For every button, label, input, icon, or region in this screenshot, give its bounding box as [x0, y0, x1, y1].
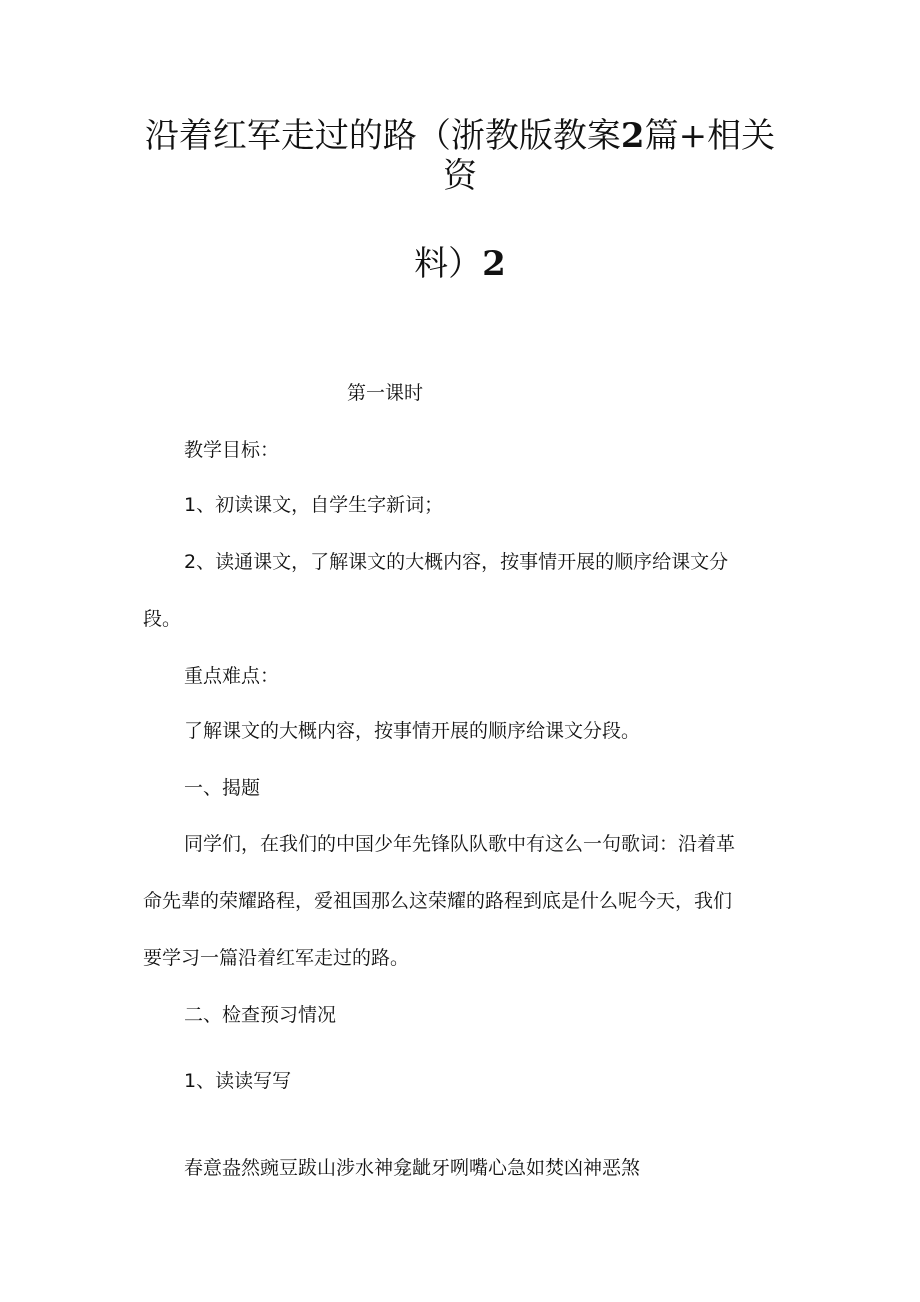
goal-item-2-continued: 段。: [143, 608, 182, 630]
section-heading-2: 二、检查预习情况: [184, 1004, 337, 1026]
title-text-2: 篇+相关: [644, 116, 776, 156]
subsection-heading: 1、读读写写: [184, 1070, 292, 1092]
title-number-2: 2: [482, 244, 506, 284]
title-text-1: 沿着红军走过的路（浙教版教案: [144, 116, 621, 156]
paragraph-line-1: 同学们，在我们的中国少年先锋队队歌中有这么一句歌词：沿着革: [184, 833, 736, 855]
document-title-line-1: [0, 116, 920, 156]
section-heading-1: 一、揭题: [184, 777, 261, 799]
vocabulary-line: 春意盎然豌豆跋山涉水神龛龇牙咧嘴心急如焚凶神恶煞: [184, 1157, 641, 1179]
teaching-goals-heading: 教学目标：: [184, 439, 280, 461]
key-points-heading: 重点难点：: [184, 665, 280, 687]
title-number-1: 2: [620, 116, 645, 156]
paragraph-line-3: 要学习一篇沿着红军走过的路。: [143, 947, 410, 969]
paragraph-line-2: 命先辈的荣耀路程，爱祖国那么这荣耀的路程到底是什么呢今天，我们: [143, 890, 733, 912]
lesson-heading: 第一课时: [347, 382, 424, 404]
document-title-line-3: [0, 244, 920, 284]
key-points-text: 了解课文的大概内容，按事情开展的顺序给课文分段。: [184, 720, 641, 742]
goal-item-1: 1、初读课文，自学生字新词；: [184, 494, 444, 516]
document-title-line-2: 资: [443, 156, 477, 196]
goal-item-2: 2、读通课文，了解课文的大概内容，按事情开展的顺序给课文分: [184, 551, 729, 573]
title-text-3: 料）: [414, 244, 483, 284]
